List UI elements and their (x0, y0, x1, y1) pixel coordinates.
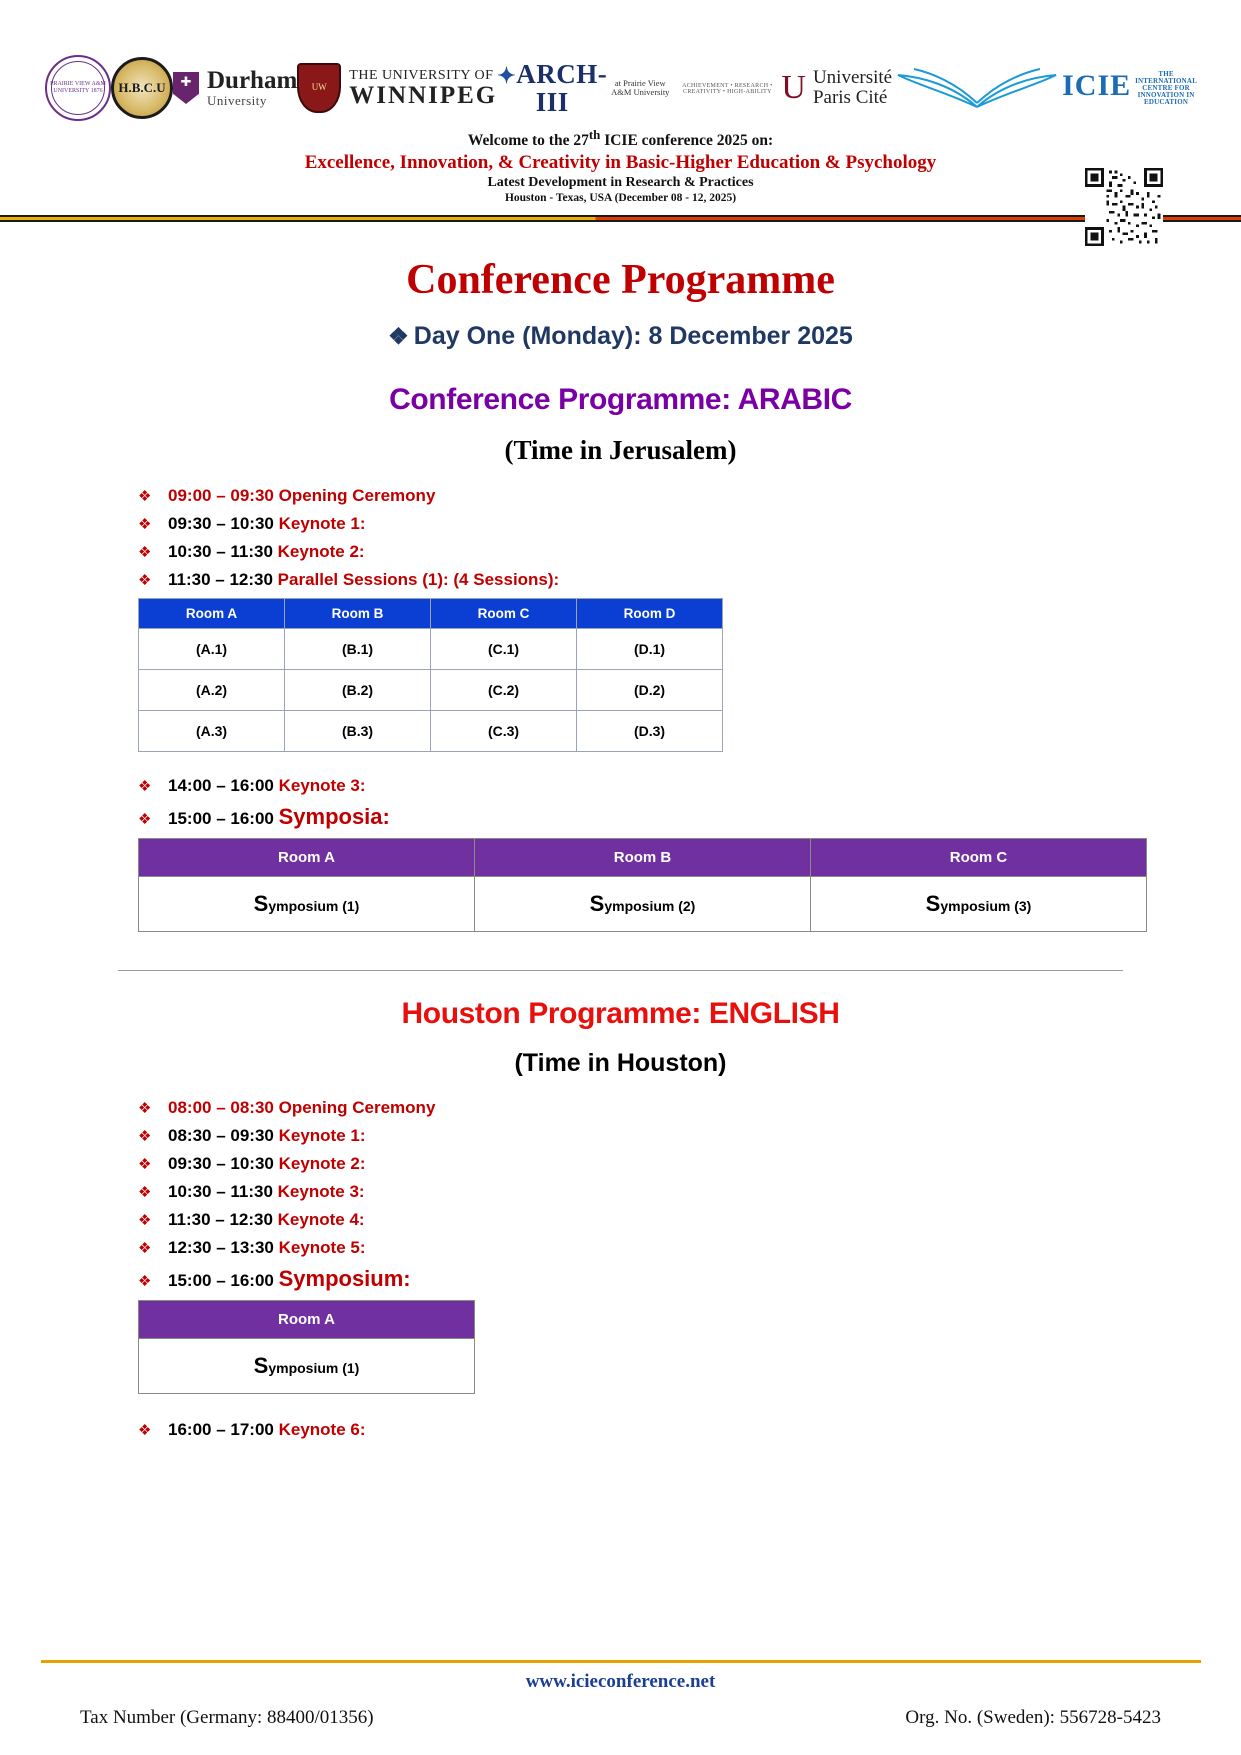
sponsor-logo-row (0, 0, 1241, 121)
arabic-section-heading: Conference Programme: ARABIC (389, 383, 852, 417)
prairie-view-am-university-logo (45, 55, 111, 121)
table-cell (139, 877, 475, 932)
list-item (138, 1126, 1181, 1146)
column-header: Room A (139, 839, 475, 877)
diamond-bullet-icon: ❖ (138, 544, 152, 562)
list-item (138, 542, 1181, 562)
column-header: Room A (139, 599, 285, 629)
list-item (138, 1182, 1181, 1202)
agenda-label: Keynote 6: (278, 1420, 366, 1440)
winnipeg-logo-line1: THE UNIVERSITY OF (349, 67, 494, 83)
arabic-symposia-table (138, 838, 1147, 932)
agenda-time: 15:00 – 16:00 (168, 1271, 279, 1291)
symposium-cap: S (925, 891, 941, 917)
agenda-label: Keynote 1: (278, 514, 366, 534)
prairie-view-seal-text: PRAIRIE VIEW A&M UNIVERSITY 1876 (50, 81, 106, 94)
symposium-rest: ymposium (1) (268, 898, 360, 915)
diamond-bullet-icon: ❖ (138, 1422, 152, 1440)
table-cell: (D.1) (577, 629, 723, 670)
table-cell (475, 877, 811, 932)
arabic-time-note: (Time in Jerusalem) (504, 435, 737, 466)
welcome-line1-sup: th (588, 127, 601, 142)
arch-logo-line2: at Prairie View A&M University (611, 78, 670, 97)
icie-book-icon (892, 67, 1062, 109)
table-header-row (139, 1301, 475, 1339)
list-item (138, 1238, 1181, 1258)
paris-cite-mark-icon: U (781, 69, 806, 106)
table-row (139, 1339, 475, 1394)
agenda-label: Keynote 2: (278, 1154, 366, 1174)
agenda-label: Symposium: (278, 1266, 411, 1292)
list-item (138, 804, 1181, 830)
header-divider (0, 215, 1241, 222)
list-item (138, 1266, 1181, 1292)
diamond-bullet-icon: ❖ (138, 1184, 152, 1202)
paris-logo-line1: Université (812, 67, 893, 89)
welcome-line1-post: ICIE conference 2025 on: (600, 132, 774, 150)
symposium-rest: ymposium (3) (940, 898, 1032, 915)
list-item (138, 486, 1181, 506)
icie-logo-line2: THE INTERNATIONAL CENTRE FOR INNOVATION IN EDUCATION (1135, 69, 1198, 106)
welcome-line1-pre: Welcome to the 27 (467, 132, 589, 150)
footer-divider (41, 1660, 1201, 1663)
diamond-bullet-icon: ❖ (138, 811, 152, 829)
hbcu-logo (111, 57, 173, 119)
winnipeg-logo-line2: WINNIPEG (349, 81, 498, 109)
table-cell: (A.2) (139, 670, 285, 711)
table-header-row (139, 839, 1147, 877)
agenda-label: Keynote 2: (277, 542, 365, 562)
agenda-label: Opening Ceremony (278, 1098, 436, 1118)
agenda-label: Symposia: (278, 804, 390, 830)
winnipeg-crest-icon: UW (297, 63, 341, 113)
diamond-bullet-icon: ❖ (138, 488, 152, 506)
symposium-rest: ymposium (2) (604, 898, 696, 915)
list-item (138, 1210, 1181, 1230)
column-header: Room A (139, 1301, 475, 1339)
agenda-time: 09:00 – 09:30 (168, 486, 279, 506)
table-cell: (B.3) (285, 711, 431, 752)
section-divider (118, 970, 1123, 971)
document-content (0, 256, 1241, 1440)
list-item (138, 514, 1181, 534)
footer-website-link[interactable]: www.icieconference.net (525, 1671, 716, 1692)
arabic-agenda-list-1 (60, 486, 1181, 590)
paris-logo-line2: Paris Cité (812, 87, 888, 108)
symposium-rest: ymposium (1) (268, 1360, 360, 1377)
durham-logo-line1: Durham (207, 67, 298, 95)
icie-logo-line1: ICIE (1062, 69, 1132, 102)
diamond-bullet-icon: ❖ (138, 1128, 152, 1146)
page-footer (0, 1660, 1241, 1755)
english-symposium-table (138, 1300, 475, 1394)
column-header: Room C (431, 599, 577, 629)
diamond-bullet-icon: ❖ (138, 1212, 152, 1230)
list-item (138, 570, 1181, 590)
diamond-bullet-icon: ❖ (138, 1273, 152, 1291)
agenda-time: 09:30 – 10:30 (168, 1154, 279, 1174)
arch-iii-logo (497, 60, 781, 117)
table-cell: (C.2) (431, 670, 577, 711)
column-header: Room B (475, 839, 811, 877)
table-cell: (A.3) (139, 711, 285, 752)
welcome-block (0, 127, 1241, 205)
agenda-time: 16:00 – 17:00 (168, 1420, 279, 1440)
page-title: Conference Programme (406, 257, 835, 304)
durham-shield-icon (173, 72, 199, 104)
list-item (138, 1420, 1181, 1440)
agenda-time: 08:00 – 08:30 (168, 1098, 279, 1118)
footer-tax-number: Tax Number (Germany: 88400/01356) (80, 1707, 374, 1728)
agenda-label: Keynote 4: (277, 1210, 365, 1230)
diamond-bullet-icon: ❖ (138, 572, 152, 590)
english-section-heading: Houston Programme: ENGLISH (401, 997, 840, 1031)
day-heading-label: Day One (Monday): 8 December 2025 (413, 322, 853, 351)
table-cell: (A.1) (139, 629, 285, 670)
column-header: Room D (577, 599, 723, 629)
table-cell: (B.2) (285, 670, 431, 711)
column-header: Room B (285, 599, 431, 629)
list-item (138, 776, 1181, 796)
agenda-time: 11:30 – 12:30 (168, 570, 278, 590)
table-cell: (C.1) (431, 629, 577, 670)
agenda-label: Keynote 3: (278, 776, 366, 796)
agenda-time: 14:00 – 16:00 (168, 776, 279, 796)
day-bullet-icon: ❖ (388, 323, 409, 350)
table-cell (811, 877, 1147, 932)
parallel-sessions-table (138, 598, 723, 752)
universite-paris-cite-logo (781, 68, 892, 108)
symposium-cap: S (253, 891, 269, 917)
university-of-winnipeg-logo (297, 63, 497, 113)
column-header: Room C (811, 839, 1147, 877)
agenda-time: 09:30 – 10:30 (168, 514, 279, 534)
table-cell: (C.3) (431, 711, 577, 752)
agenda-time: 15:00 – 16:00 (168, 809, 279, 829)
agenda-time: 10:30 – 11:30 (168, 542, 278, 562)
table-row (139, 670, 723, 711)
arch-logo-line1: ARCH-III (516, 58, 608, 117)
welcome-line4: Houston - Texas, USA (December 08 - 12, 2025) (504, 192, 737, 205)
qr-code (1085, 168, 1163, 246)
table-cell: (D.3) (577, 711, 723, 752)
english-time-note: (Time in Houston) (514, 1049, 727, 1078)
table-row (139, 877, 1147, 932)
agenda-label: Opening Ceremony (278, 486, 436, 506)
table-cell: (D.2) (577, 670, 723, 711)
day-heading (60, 322, 1181, 351)
agenda-time: 08:30 – 09:30 (168, 1126, 279, 1146)
hbcu-logo-text: H.B.C.U (118, 80, 166, 95)
icie-logo (892, 67, 1201, 109)
table-row (139, 629, 723, 670)
durham-logo-line2: University (207, 93, 267, 109)
welcome-line3: Latest Development in Research & Practices (487, 175, 754, 191)
footer-org-number: Org. No. (Sweden): 556728-5423 (905, 1707, 1161, 1728)
diamond-bullet-icon: ❖ (138, 516, 152, 534)
diamond-bullet-icon: ❖ (138, 1240, 152, 1258)
arch-star-icon: ✦ (497, 62, 517, 88)
agenda-label: Keynote 1: (278, 1126, 366, 1146)
english-agenda-list-1 (60, 1098, 1181, 1292)
arch-logo-line3: ACHIEVEMENT • RESEARCH • CREATIVITY • HIGH-ABILITY (682, 82, 773, 95)
table-header-row (139, 599, 723, 629)
list-item (138, 1154, 1181, 1174)
agenda-time: 10:30 – 11:30 (168, 1182, 278, 1202)
table-row (139, 711, 723, 752)
diamond-bullet-icon: ❖ (138, 1100, 152, 1118)
english-agenda-list-2 (60, 1420, 1181, 1440)
diamond-bullet-icon: ❖ (138, 1156, 152, 1174)
agenda-time: 11:30 – 12:30 (168, 1210, 278, 1230)
durham-university-logo (173, 68, 297, 108)
symposium-cap: S (589, 891, 605, 917)
welcome-line2: Excellence, Innovation, & Creativity in Basic-Higher Education & Psychology (304, 152, 937, 174)
arabic-agenda-list-2 (60, 776, 1181, 830)
agenda-label: Keynote 5: (278, 1238, 366, 1258)
list-item (138, 1098, 1181, 1118)
table-cell (139, 1339, 475, 1394)
symposium-cap: S (253, 1353, 269, 1379)
agenda-time: 12:30 – 13:30 (168, 1238, 279, 1258)
table-cell: (B.1) (285, 629, 431, 670)
diamond-bullet-icon: ❖ (138, 778, 152, 796)
agenda-label: Keynote 3: (277, 1182, 365, 1202)
agenda-label: Parallel Sessions (1): (4 Sessions): (277, 570, 560, 590)
